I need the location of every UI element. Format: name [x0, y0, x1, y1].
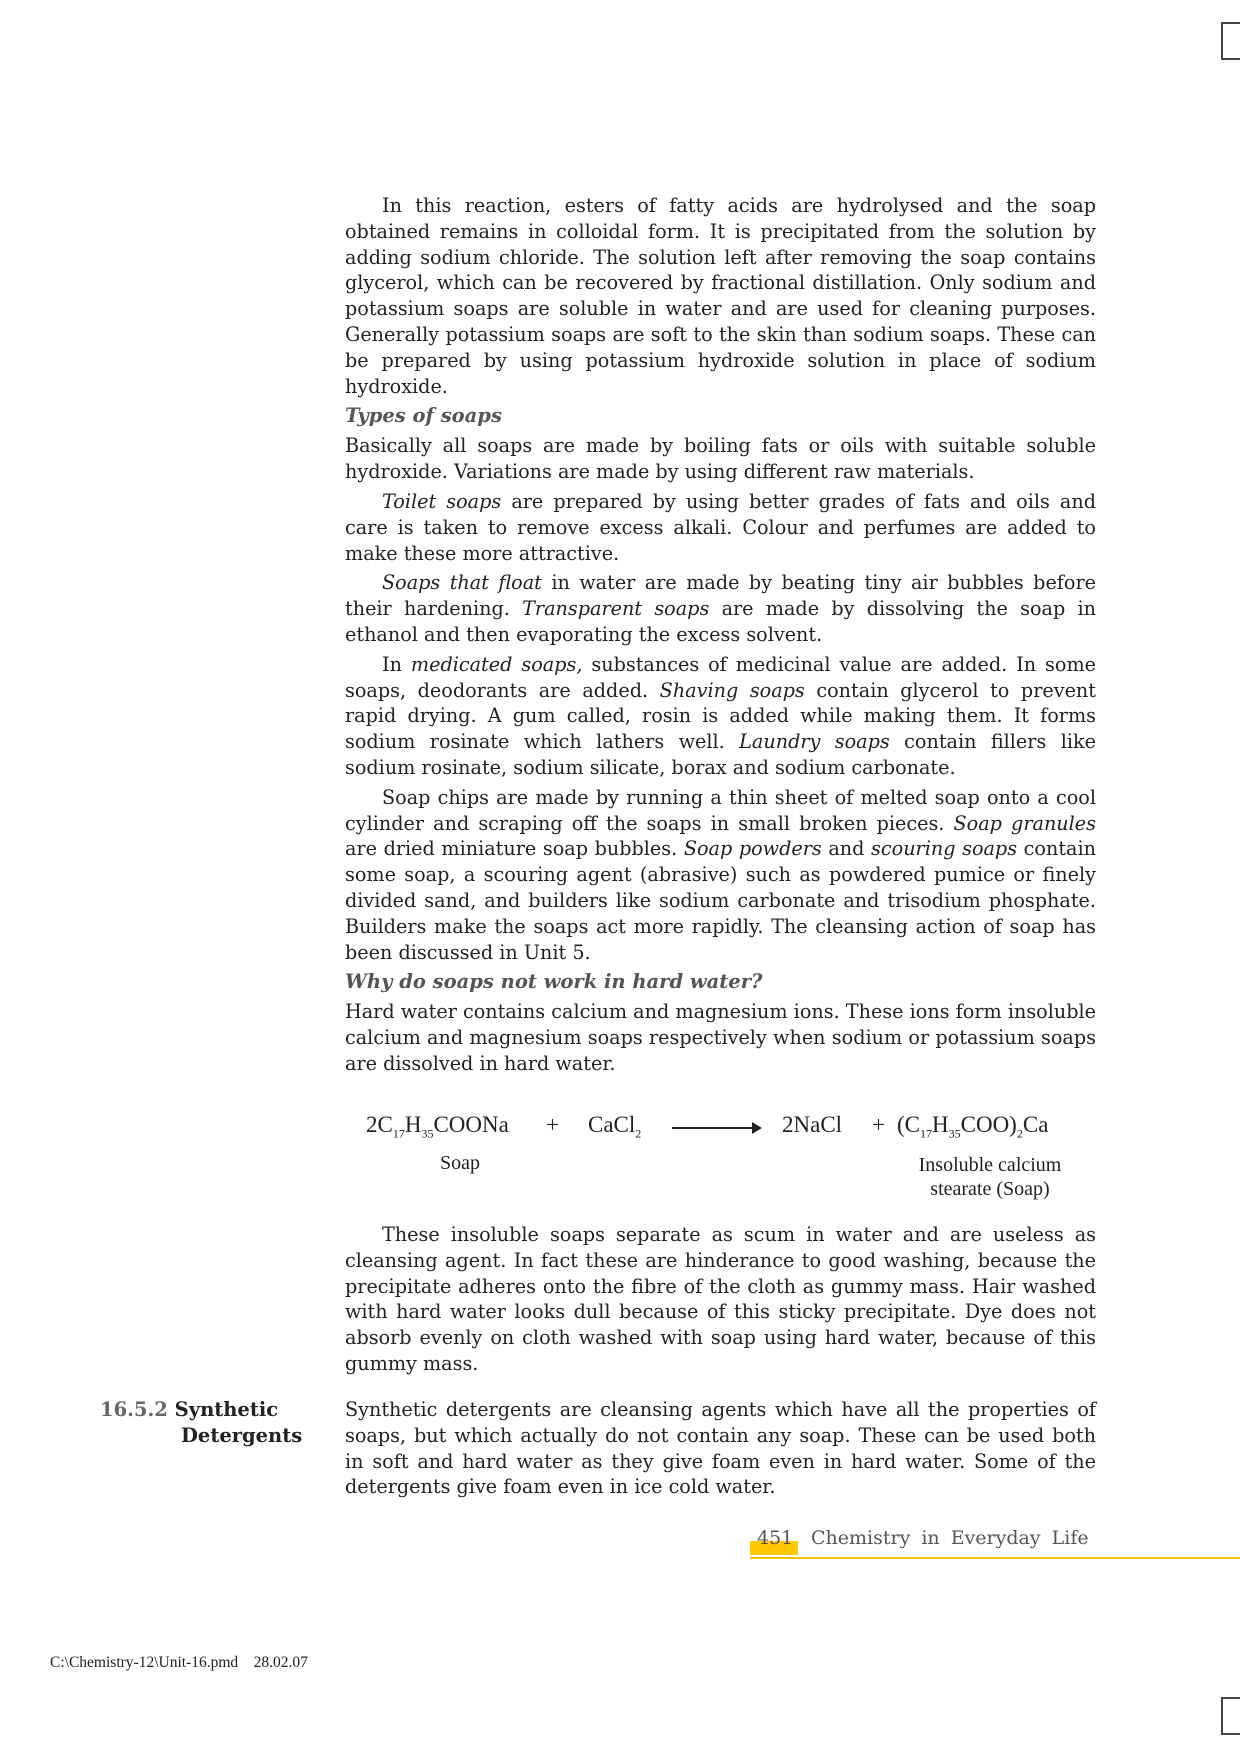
- emphasis-term: Laundry soaps: [739, 730, 890, 754]
- eq-plus-2: +: [872, 1112, 885, 1137]
- subscript: 2: [635, 1126, 642, 1141]
- crop-mark-bottom: [1221, 1697, 1240, 1735]
- label-soap: Soap: [440, 1152, 480, 1174]
- text-run: Hard water contains calcium and magnesium ions. These ions form insoluble calcium and magnesium soaps respectively when sodium or potassium soaps are dissolved in hard water.: [345, 1000, 1096, 1075]
- label-line-2: stearate (Soap): [930, 1178, 1050, 1200]
- emphasis-term: Soap granules: [953, 811, 1096, 835]
- paragraph: [345, 785, 1096, 966]
- section-title-2: Detergents: [181, 1424, 303, 1447]
- formula-text: H: [932, 1112, 949, 1137]
- paragraph: [345, 489, 1096, 566]
- eq-product-stearate: [897, 1112, 1048, 1142]
- text-run: contain fillers like sodium rosinate, sodium silicate, borax and sodium carbonate.: [345, 730, 1096, 779]
- text-run: are prepared by using better grades of fats and oils and care is taken to remove excess alkali. Colour and perfumes are added to make these more attractive.: [345, 489, 1096, 565]
- formula-text: 2C: [366, 1112, 393, 1137]
- emphasis-term: Soap powders: [683, 837, 822, 861]
- body-text-top: [345, 193, 1096, 1081]
- body-text-section: [345, 1397, 1096, 1504]
- emphasis-term: Transparent soaps: [522, 597, 710, 621]
- subscript: 17: [392, 1126, 405, 1141]
- subscript: 2: [1016, 1126, 1023, 1141]
- formula-text: CaCl: [588, 1112, 636, 1137]
- crop-mark-top: [1221, 22, 1240, 60]
- label-insoluble-stearate: [880, 1153, 1100, 1201]
- text-run: In this reaction, esters of fatty acids are hydrolysed and the soap obtained remains in colloidal form. It is precipitated from the solution by adding sodium chloride. The solution left after removing the soap contains glycerol, which can be recovered by fractional distillation. Only sodium and potassium soaps are soluble in water and are used for cleaning purposes. Generally potassium soaps are soft to the skin than sodium soaps. These can be prepared by using potassium hydroxide solution in place of sodium hydroxide.: [345, 194, 1096, 398]
- section-number: 16.5.2: [100, 1398, 168, 1421]
- emphasis-term: Shaving soaps: [659, 678, 805, 702]
- formula-text: Ca: [1022, 1112, 1049, 1137]
- eq-plus-1: +: [546, 1112, 559, 1137]
- formula-text: COONa: [433, 1112, 509, 1137]
- reaction-arrow: [672, 1127, 760, 1129]
- text-run: In: [382, 652, 411, 676]
- subscript: 35: [948, 1126, 961, 1141]
- body-text-mid: [345, 1222, 1096, 1381]
- paragraph: [345, 652, 1096, 781]
- text-run: are made by dissolving the soap in ethanol and then evaporating the excess solvent.: [345, 597, 1096, 646]
- text-run: These insoluble soaps separate as scum in water and are useless as cleansing agent. In fact these are hinderance to good washing, because the precipitate adheres onto the fibre of the cloth as gummy mass. Hair washed with hard water looks dull because of this sticky precipitate. Dye does not absorb evenly on cloth washed with soap using hard water, because of this gummy mass.: [345, 1223, 1096, 1375]
- eq-product-nacl: 2NaCl: [782, 1112, 843, 1137]
- text-run: Soap chips are made by running a thin sheet of melted soap onto a cool cylinder and scraping off the soaps in small broken pieces.: [345, 785, 1096, 835]
- formula-text: COO): [960, 1112, 1017, 1137]
- text-run: Basically all soaps are made by boiling fats or oils with suitable soluble hydroxide. Variations are made by using different raw materials.: [345, 434, 1096, 484]
- emphasis-term: Soaps that float: [382, 571, 542, 595]
- text-run: and: [821, 837, 872, 861]
- page-footer: [750, 1527, 1240, 1559]
- file-info: C:\Chemistry-12\Unit-16.pmd 28.02.07: [50, 1654, 308, 1671]
- subheading: Why do soaps not work in hard water?: [345, 970, 763, 994]
- text-run: in water are made by beating tiny air bubbles before their hardening.: [345, 571, 1096, 621]
- subheading: Types of soaps: [345, 404, 502, 428]
- paragraph: [345, 1397, 1096, 1500]
- paragraph: [345, 193, 1096, 399]
- section-title-1: Synthetic: [174, 1398, 279, 1421]
- paragraph: [345, 1222, 1096, 1377]
- text-run: Synthetic detergents are cleansing agents which have all the properties of soaps, but which actually do not contain any soap. These can be used both in soft and hard water as they give foam even in hard water. Some of the detergents give foam even in ice cold water.: [345, 1398, 1096, 1499]
- paragraph: [345, 999, 1096, 1076]
- subscript: 17: [920, 1126, 932, 1141]
- eq-reactant-cacl2: [588, 1112, 641, 1142]
- emphasis-term: scouring soaps: [871, 837, 1018, 861]
- subscript: 35: [421, 1126, 434, 1141]
- paragraph: [345, 570, 1096, 647]
- text-run: substances of medicinal value are added. In some soaps, deodorants are added.: [345, 652, 1096, 702]
- formula-text: H: [404, 1112, 422, 1137]
- page-number: 451: [757, 1527, 794, 1549]
- eq-reactant-soap: [366, 1112, 509, 1142]
- emphasis-term: Toilet soaps: [382, 489, 502, 513]
- emphasis-term: medicated soaps,: [410, 652, 583, 676]
- text-run: contain some soap, a scouring agent (abrasive) such as powdered pumice or finely divided sand, and builders like sodium carbonate and trisodium phosphate. Builders make the soaps act more rapidly. The cleansing action of soap has been discussed in Unit 5.: [345, 837, 1096, 964]
- text-run: are dried miniature soap bubbles.: [345, 837, 684, 861]
- section-heading: [100, 1397, 315, 1449]
- formula-text: (C: [897, 1112, 920, 1137]
- running-title: Chemistry in Everyday Life: [811, 1527, 1089, 1549]
- text-run: contain glycerol to prevent rapid drying. A gum called, rosin is added while making them. It forms sodium rosinate which lathers well.: [345, 678, 1096, 754]
- label-line-1: Insoluble calcium: [918, 1154, 1062, 1176]
- paragraph: [345, 433, 1096, 485]
